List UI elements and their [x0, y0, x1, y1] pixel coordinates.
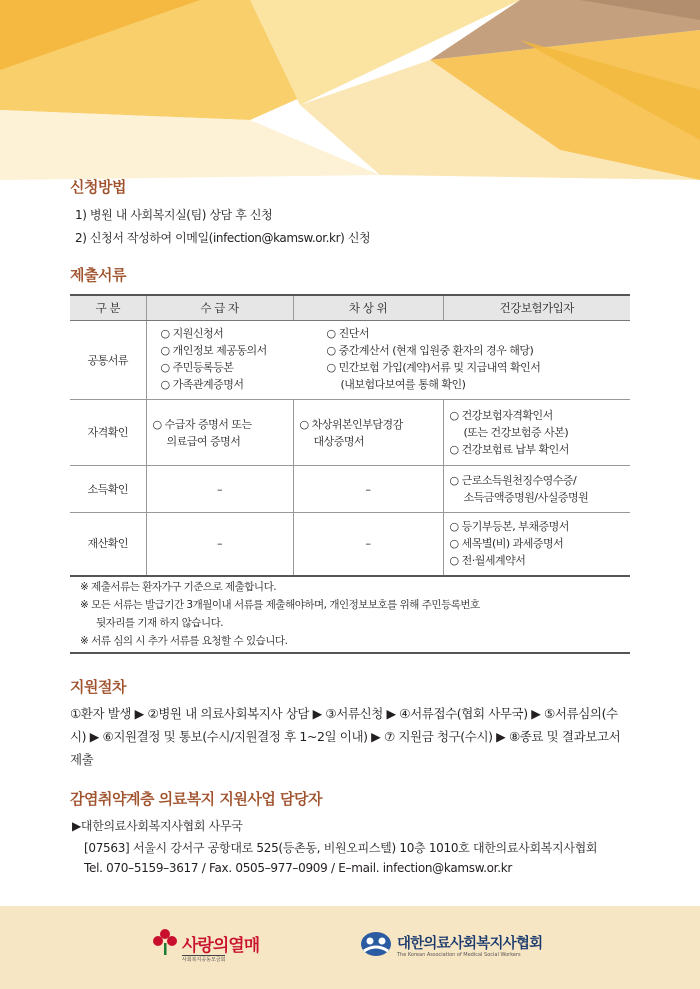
list-item: ○ 근로소득원천징수영수증/: [449, 474, 577, 487]
procedure-text: ①환자 발생 ▶ ②병원 내 의료사회복지사 상담 ▶ ③서류신청 ▶ ④서류접수(협회 사무국) ▶ ⑤서류심의(수시) ▶ ⑥지원결정 및 통보(수시/지원결정 후 1~2일 이내) ▶ ⑦ 지원금 청구(수시) ▶ ⑧종료 및 결과보고서 제출: [70, 706, 621, 767]
note-item: 뒷자리를 기재 하지 않습니다.: [96, 617, 224, 629]
col-header-recipient: 수 급 자: [146, 295, 293, 321]
apply-item-1: 1) 병원 내 사회복지실(팀) 상담 후 신청: [75, 208, 273, 222]
row-label-common: 공통서류: [70, 321, 146, 400]
list-item: ○ 세목별(비) 과세증명서: [449, 537, 564, 551]
row-label-income: 소득확인: [70, 466, 146, 513]
logo1-sub: 사회복지공동모금회: [182, 957, 226, 963]
qualification-near-poverty: [293, 400, 443, 466]
contact-org: ▶대한의료사회복지사협회 사무국: [72, 819, 243, 833]
table-row: [70, 466, 630, 513]
fruit-logo-icon: [152, 928, 178, 956]
note-item: ※ 모든 서류는 발급기간 3개월이내 서류를 제출해야하며, 개인정보보호를 위해 주민등록번호: [80, 599, 480, 611]
list-item: (또는 건강보험증 사본): [463, 426, 569, 439]
list-item: ○ 차상위본인부담경감: [299, 417, 403, 431]
list-item: ○ 진단서: [326, 327, 369, 340]
list-item: (내보험다보여를 통해 확인): [340, 378, 466, 391]
note-item: ※ 서류 심의 시 추가 서류를 요청할 수 있습니다.: [80, 635, 288, 647]
documents-title: 제출서류: [70, 266, 126, 284]
income-near-poverty: –: [293, 466, 443, 513]
table-row: [70, 321, 630, 400]
contact-phone: Tel. 070–5159–3617 / Fax. 0505–977–0909 / E–mail. infection@kamsw.or.kr: [84, 861, 513, 875]
row-label-property: 재산확인: [70, 513, 146, 576]
common-docs-right: [327, 325, 541, 393]
list-item: ○ 가족관계증명서: [160, 378, 244, 391]
common-docs-left: [161, 325, 267, 393]
list-item: ○ 등기부등본, 부채증명서: [449, 520, 569, 534]
list-item: ○ 주민등록등본: [160, 361, 234, 374]
contact-address: [07563] 서울시 강서구 공항대로 525(등촌동, 비원오피스텔) 10층 1010호 대한의료사회복지사협회: [84, 841, 598, 855]
list-item: ○ 중간계산서 (현재 입원중 환자의 경우 해당): [326, 344, 534, 357]
property-near-poverty: –: [293, 513, 443, 576]
procedure-title: 지원절차: [70, 678, 126, 696]
table-row: [70, 400, 630, 466]
col-header-near-poverty: 차 상 위: [293, 295, 443, 321]
list-item: ○ 건강보험자격확인서: [449, 409, 553, 422]
notes-divider: [70, 652, 630, 654]
income-recipient: –: [146, 466, 293, 513]
association-logo-icon: [360, 931, 392, 957]
property-insured: [443, 513, 630, 576]
qualification-insured: [443, 400, 630, 466]
list-item: ○ 지원신청서: [160, 327, 224, 340]
income-insured: [443, 466, 630, 513]
documents-table: [70, 294, 630, 577]
common-docs-cell: [146, 321, 630, 400]
logo1-name: 사랑의열매: [182, 936, 260, 956]
list-item: ○ 전·월세계약서: [449, 554, 526, 568]
table-header-row: [70, 295, 630, 321]
apply-title: 신청방법: [70, 178, 126, 196]
list-item: 소득금액증명원/사실증명원: [463, 491, 589, 504]
apply-item-2: 2) 신청서 작성하여 이메일(infection@kamsw.or.kr) 신청: [75, 231, 371, 245]
list-item: ○ 건강보험료 납부 확인서: [449, 443, 569, 456]
row-label-qualification: 자격확인: [70, 400, 146, 466]
list-item: 의료급여 증명서: [166, 434, 241, 448]
list-item: 대상증명서: [313, 434, 365, 448]
banner-shapes: [0, 0, 700, 180]
table-row: [70, 513, 630, 576]
note-item: ※ 제출서류는 환자가구 기준으로 제출합니다.: [80, 581, 277, 593]
footer-band: [0, 906, 700, 989]
col-header-insured: 건강보험가입자: [443, 295, 630, 321]
qualification-recipient: [146, 400, 293, 466]
header-banner: [0, 0, 700, 180]
col-header-category: 구 분: [70, 295, 146, 321]
list-item: ○ 민간보험 가입(계약)서류 및 지급내역 확인서: [326, 361, 541, 374]
list-item: ○ 수급자 증명서 또는: [152, 417, 252, 431]
documents-notes: [80, 578, 620, 650]
logo2-name: 대한의료사회복지사협회: [397, 936, 543, 952]
contact-title: 감염취약계층 의료복지 지원사업 담당자: [70, 790, 322, 808]
list-item: ○ 개인정보 제공동의서: [160, 344, 267, 357]
logo2-sub: The Korean Association of Medical Social Workers: [397, 952, 521, 958]
property-recipient: –: [146, 513, 293, 576]
